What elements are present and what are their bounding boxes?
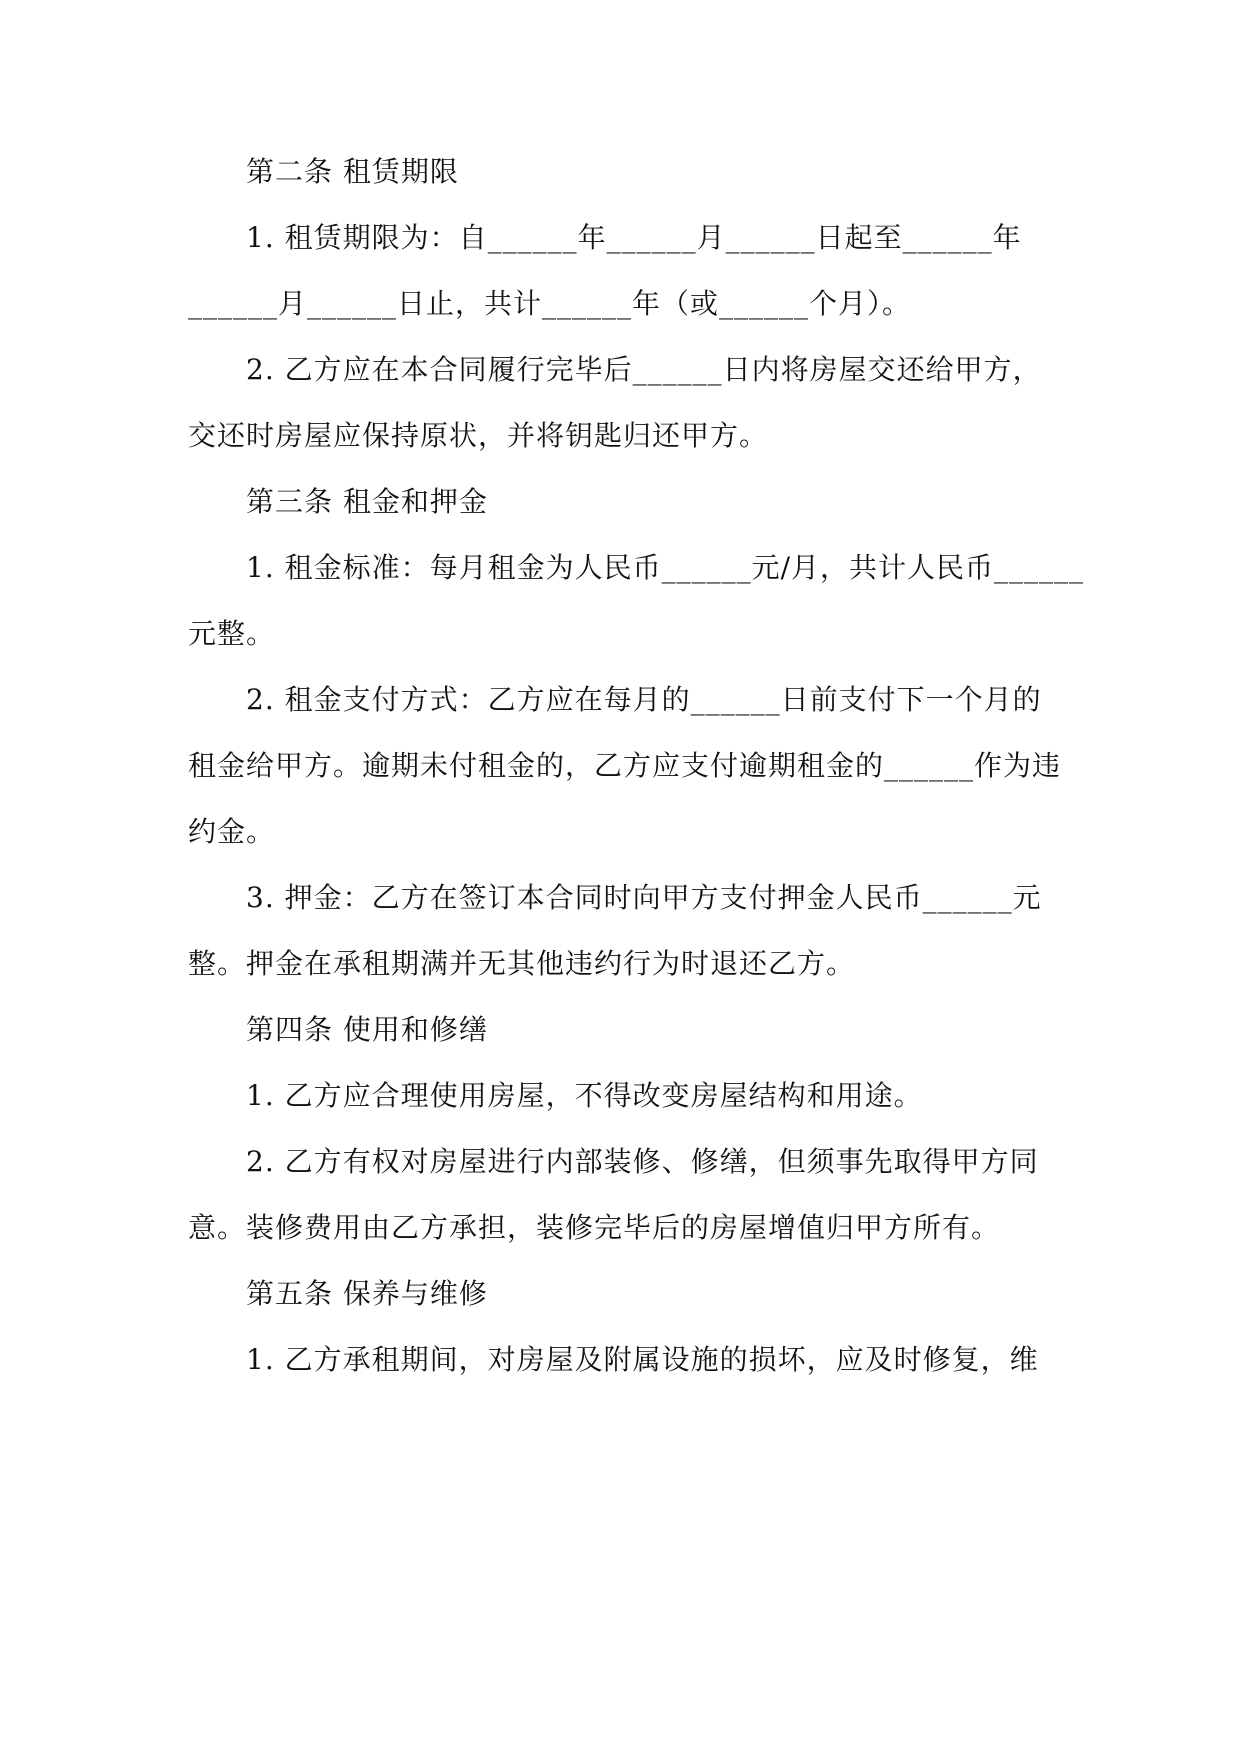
clause-3-2-line-3: 约金。 xyxy=(188,815,276,848)
article-3-heading: 第三条 租金和押金 xyxy=(246,485,488,518)
clause-3-1-line-1: 1. 租金标准：每月租金为人民币______元/月，共计人民币______ xyxy=(246,551,1085,584)
clause-2-1-line-1: 1. 租赁期限为：自______年______月______日起至______年 xyxy=(246,221,1022,254)
clause-4-1-line-1: 1. 乙方应合理使用房屋，不得改变房屋结构和用途。 xyxy=(246,1079,923,1112)
clause-3-3-line-1: 3. 押金：乙方在签订本合同时向甲方支付押金人民币______元 xyxy=(246,881,1042,914)
clause-2-1-line-2: ______月______日止，共计______年（或______个月）。 xyxy=(188,287,912,320)
clause-2-2-line-1: 2. 乙方应在本合同履行完毕后______日内将房屋交还给甲方， xyxy=(246,353,1042,386)
clause-3-2-line-2: 租金给甲方。逾期未付租金的，乙方应支付逾期租金的______作为违 xyxy=(188,749,1062,782)
clause-2-2-line-2: 交还时房屋应保持原状，并将钥匙归还甲方。 xyxy=(188,419,769,452)
clause-5-1-line-1: 1. 乙方承租期间，对房屋及附属设施的损坏，应及时修复，维 xyxy=(246,1343,1039,1376)
clause-4-2-line-2: 意。装修费用由乙方承担，装修完毕后的房屋增值归甲方所有。 xyxy=(188,1211,1001,1244)
clause-3-2-line-1: 2. 租金支付方式：乙方应在每月的______日前支付下一个月的 xyxy=(246,683,1042,716)
article-4-heading: 第四条 使用和修缮 xyxy=(246,1013,488,1046)
article-2-heading: 第二条 租赁期限 xyxy=(246,155,459,188)
article-5-heading: 第五条 保养与维修 xyxy=(246,1277,488,1310)
clause-3-3-line-2: 整。押金在承租期满并无其他违约行为时退还乙方。 xyxy=(188,947,856,980)
clause-3-1-line-2: 元整。 xyxy=(188,617,276,650)
clause-4-2-line-1: 2. 乙方有权对房屋进行内部装修、修缮，但须事先取得甲方同 xyxy=(246,1145,1039,1178)
